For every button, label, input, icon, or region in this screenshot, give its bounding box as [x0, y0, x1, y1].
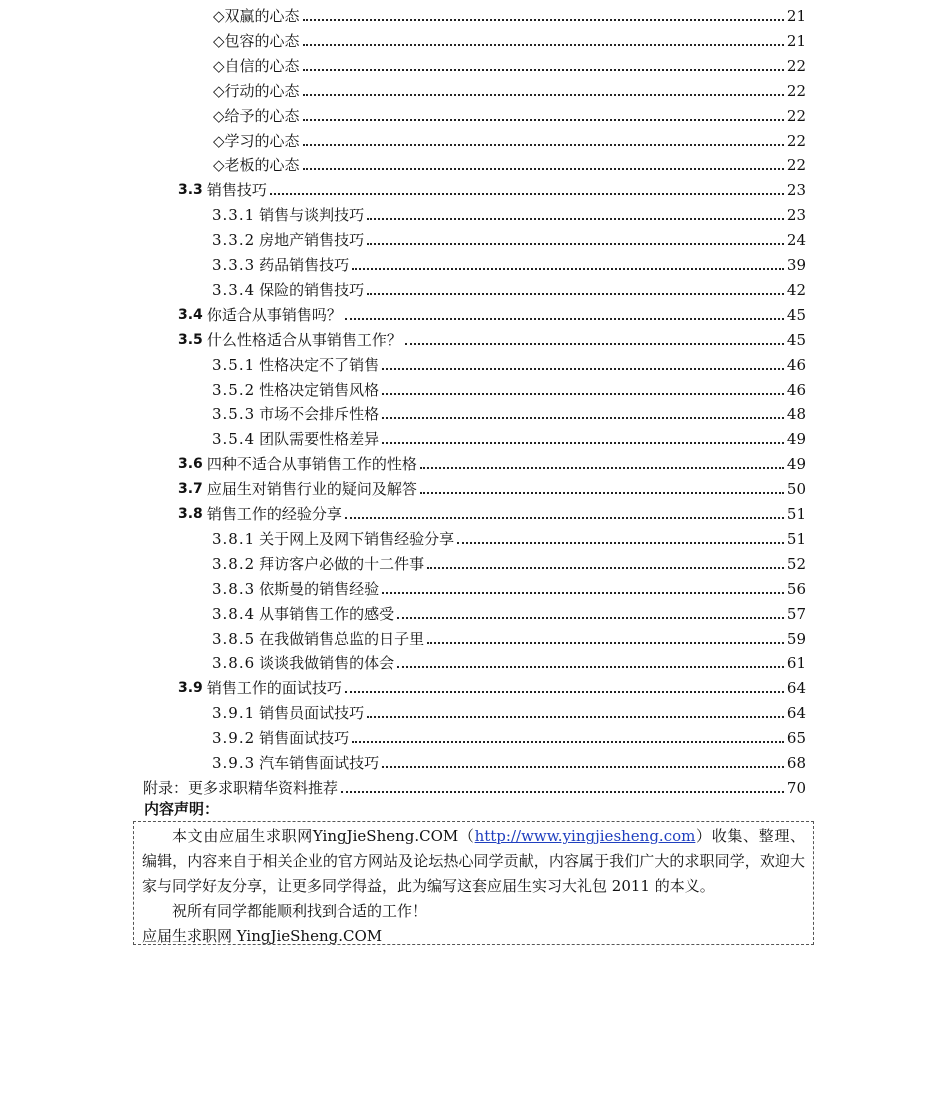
toc-entry-page: 23: [786, 206, 806, 225]
toc-entry-page: 65: [786, 729, 806, 748]
toc-dot-leader: [303, 119, 784, 121]
toc-entry-number: 3.9.3: [212, 754, 256, 772]
toc-entry[interactable]: [212, 249, 806, 274]
toc-entry-page: 52: [786, 554, 806, 573]
toc-entry[interactable]: [212, 647, 806, 672]
toc-entry-page: 21: [786, 31, 806, 50]
toc-entry-title: 你适合从事销售吗？: [206, 305, 342, 324]
notice-title: 内容声明：: [144, 800, 220, 818]
toc-dot-leader: [382, 417, 784, 419]
notice-text-before-link: 本文由应届生求职网YingJieSheng.COM（: [172, 827, 475, 845]
toc-entry-title: ◇老板的心态: [213, 156, 300, 175]
toc-entry-number: 3.3: [178, 182, 203, 199]
toc-dot-leader: [367, 716, 784, 718]
toc-entry[interactable]: [212, 548, 806, 573]
toc-dot-leader: [382, 442, 784, 444]
notice-wish: 祝所有同学都能顺利找到合适的工作！: [172, 902, 428, 920]
toc-entry-page: 49: [786, 430, 806, 449]
toc-entry-title: 销售与谈判技巧: [259, 206, 365, 225]
toc-entry-number: 3.5.2: [212, 380, 256, 399]
toc-entry[interactable]: [212, 523, 806, 548]
toc-entry[interactable]: [178, 174, 806, 199]
toc-dot-leader: [420, 467, 784, 469]
toc-entry-title: 关于网上及网下销售经验分享: [259, 529, 455, 548]
toc-dot-leader: [352, 741, 784, 743]
toc-entry-title: ◇行动的心态: [213, 81, 300, 100]
toc-entry-title: 应届生对销售行业的疑问及解答: [206, 480, 417, 499]
toc-entry[interactable]: [212, 747, 806, 772]
toc-entry-title: 汽车销售面试技巧: [259, 754, 380, 772]
toc-entry-number: 3.3.4: [212, 280, 256, 299]
toc-entry-title: 销售工作的经验分享: [206, 505, 342, 523]
toc-entry-title: ◇双赢的心态: [213, 7, 300, 25]
toc-entry-number: 3.4: [178, 306, 203, 323]
toc-entry-page: 39: [786, 256, 806, 274]
toc-entry-page: 64: [786, 679, 806, 698]
notice-text-after-link: ）收集、整理、编辑，内容来自于相关企业的官方网站及论坛热心同学贡献，内容属于我们广大的求职同学，欢迎大家与同学好友分享，让更多同学得益，此为编写这套应届生实习大礼包 2011 的本义。: [142, 827, 805, 895]
toc-entry[interactable]: [212, 374, 806, 399]
toc-dot-leader: [420, 492, 784, 494]
notice-box: [133, 821, 814, 945]
toc-entry-number: 3.3.2: [212, 231, 256, 250]
toc-entry-page: 22: [786, 106, 806, 125]
toc-dot-leader: [427, 642, 784, 644]
toc-entry-number: 3.9: [178, 680, 203, 697]
toc-entry[interactable]: [178, 672, 806, 697]
toc-entry-page: 22: [786, 56, 806, 75]
toc-entry-number: 3.8.1: [212, 529, 256, 548]
toc-entry-number: 3.5.4: [212, 430, 256, 449]
toc-entry-title: 谈谈我做销售的体会: [259, 654, 395, 673]
toc-entry-title: 四种不适合从事销售工作的性格: [206, 455, 417, 474]
toc-entry[interactable]: [213, 25, 806, 50]
toc-dot-leader: [303, 44, 784, 46]
toc-entry-title: 销售技巧: [206, 181, 267, 200]
toc-entry-title: 销售员面试技巧: [259, 704, 365, 723]
toc-entry[interactable]: [213, 75, 806, 100]
toc-dot-leader: [345, 691, 784, 693]
toc-entry-number: 3.6: [178, 456, 203, 473]
toc-dot-leader: [367, 293, 784, 295]
toc-entry[interactable]: [213, 100, 806, 125]
toc-entry-number: 3.5: [178, 331, 203, 348]
toc-entry-title: 销售面试技巧: [259, 729, 350, 748]
toc-dot-leader: [303, 19, 784, 21]
toc-entry[interactable]: [212, 722, 806, 747]
toc-entry-page: 51: [786, 529, 806, 548]
notice-signature: 应届生求职网 YingJieSheng.COM: [142, 927, 383, 945]
toc-dot-leader: [405, 343, 784, 345]
toc-entry-page: 68: [786, 754, 806, 772]
toc-dot-leader: [345, 517, 784, 519]
toc-dot-leader: [341, 791, 784, 793]
toc-dot-leader: [382, 368, 784, 370]
toc-entry-page: 46: [786, 355, 806, 374]
toc-entry[interactable]: [212, 199, 806, 224]
toc-dot-leader: [382, 766, 784, 768]
toc-entry[interactable]: [212, 697, 806, 722]
toc-entry-title: 保险的销售技巧: [259, 280, 365, 299]
toc-entry[interactable]: [212, 274, 806, 299]
toc-entry-page: 56: [786, 579, 806, 598]
toc-entry-page: 50: [786, 480, 806, 499]
toc-entry-page: 22: [786, 81, 806, 100]
toc-entry-number: 3.8.2: [212, 554, 256, 573]
toc-entry-title: 什么性格适合从事销售工作？: [206, 330, 402, 349]
toc-entry-number: 3.8.6: [212, 654, 256, 673]
toc-dot-leader: [397, 617, 784, 619]
toc-entry-page: 70: [786, 778, 806, 797]
toc-entry-title: 药品销售技巧: [259, 256, 350, 274]
toc-entry[interactable]: [213, 50, 806, 75]
toc-entry-title: 性格决定销售风格: [259, 380, 380, 399]
toc-entry[interactable]: [212, 349, 806, 374]
toc-entry-number: 3.9.2: [212, 729, 256, 748]
toc-entry-page: 23: [786, 181, 806, 200]
toc-dot-leader: [303, 168, 784, 170]
toc-entry-title: ◇自信的心态: [213, 56, 300, 75]
toc-dot-leader: [397, 666, 784, 668]
toc-entry-page: 61: [786, 654, 806, 673]
toc-entry-page: 42: [786, 280, 806, 299]
toc-dot-leader: [345, 318, 784, 320]
toc-entry[interactable]: [178, 498, 806, 523]
toc-dot-leader: [382, 592, 784, 594]
toc-entry[interactable]: [212, 573, 806, 598]
toc-entry[interactable]: [178, 299, 806, 324]
toc-entry-page: 22: [786, 156, 806, 175]
toc-dot-leader: [382, 393, 784, 395]
toc-entry-number: 3.8.4: [212, 604, 256, 623]
toc-entry[interactable]: [213, 0, 806, 25]
toc-dot-leader: [303, 69, 784, 71]
toc-entry-number: 3.5.3: [212, 405, 256, 424]
toc-entry-number: 3.5.1: [212, 355, 256, 374]
toc-entry-page: 21: [786, 7, 806, 25]
toc-entry-title: 团队需要性格差异: [259, 430, 380, 449]
toc-entry[interactable]: [178, 448, 806, 473]
toc-dot-leader: [457, 542, 784, 544]
toc-entry-page: 51: [786, 505, 806, 523]
toc-entry-page: 45: [786, 305, 806, 324]
toc-entry-page: 48: [786, 405, 806, 424]
toc-entry[interactable]: [213, 149, 806, 174]
toc-entry-title: 拜访客户必做的十二件事: [259, 554, 425, 573]
toc-entry-page: 59: [786, 629, 806, 648]
toc-entry-page: 49: [786, 455, 806, 474]
toc-entry-title: 从事销售工作的感受: [259, 604, 395, 623]
toc-dot-leader: [303, 144, 784, 146]
notice-paragraph: [142, 824, 805, 899]
toc-entry-title: ◇学习的心态: [213, 131, 300, 150]
toc-entry-number: 3.8.3: [212, 579, 256, 598]
toc-entry-title: 房地产销售技巧: [259, 231, 365, 250]
toc-entry-page: 64: [786, 704, 806, 723]
toc-dot-leader: [367, 218, 784, 220]
toc-entry[interactable]: [212, 423, 806, 448]
toc-entry-number: 3.8: [178, 506, 203, 522]
website-link[interactable]: http://www.yingjiesheng.com: [474, 827, 696, 845]
toc-entry-title: 附录：更多求职精华资料推荐: [143, 778, 339, 797]
toc-entry-title: ◇包容的心态: [213, 31, 300, 50]
toc-entry[interactable]: [212, 398, 806, 423]
toc-entry[interactable]: [212, 598, 806, 623]
toc-entry[interactable]: [213, 125, 806, 150]
toc-entry-page: 22: [786, 131, 806, 150]
toc-entry[interactable]: [178, 324, 806, 349]
toc-entry-title: 在我做销售总监的日子里: [259, 629, 425, 648]
toc-entry[interactable]: [143, 772, 806, 797]
toc-entry-number: 3.8.5: [212, 629, 256, 648]
toc-entry-title: ◇给予的心态: [213, 106, 300, 125]
toc-entry-page: 24: [786, 231, 806, 250]
toc-entry-title: 市场不会排斥性格: [259, 405, 380, 424]
toc-entry[interactable]: [178, 473, 806, 498]
toc-dot-leader: [303, 94, 784, 96]
toc-entry[interactable]: [212, 623, 806, 648]
toc-dot-leader: [367, 243, 784, 245]
toc-entry-page: 45: [786, 330, 806, 349]
toc-dot-leader: [270, 193, 784, 195]
toc-entry-title: 依斯曼的销售经验: [259, 579, 380, 598]
toc-dot-leader: [427, 567, 784, 569]
toc-entry-number: 3.7: [178, 481, 203, 498]
toc-entry-title: 性格决定不了销售: [259, 355, 380, 374]
toc-entry-title: 销售工作的面试技巧: [206, 679, 342, 698]
toc-entry-page: 57: [786, 604, 806, 623]
toc-entry-number: 3.9.1: [212, 704, 256, 723]
toc-entry-number: 3.3.1: [212, 206, 256, 225]
toc-entry-number: 3.3.3: [212, 256, 256, 274]
toc-entry-page: 46: [786, 380, 806, 399]
toc-dot-leader: [352, 268, 784, 270]
toc-entry[interactable]: [212, 224, 806, 249]
